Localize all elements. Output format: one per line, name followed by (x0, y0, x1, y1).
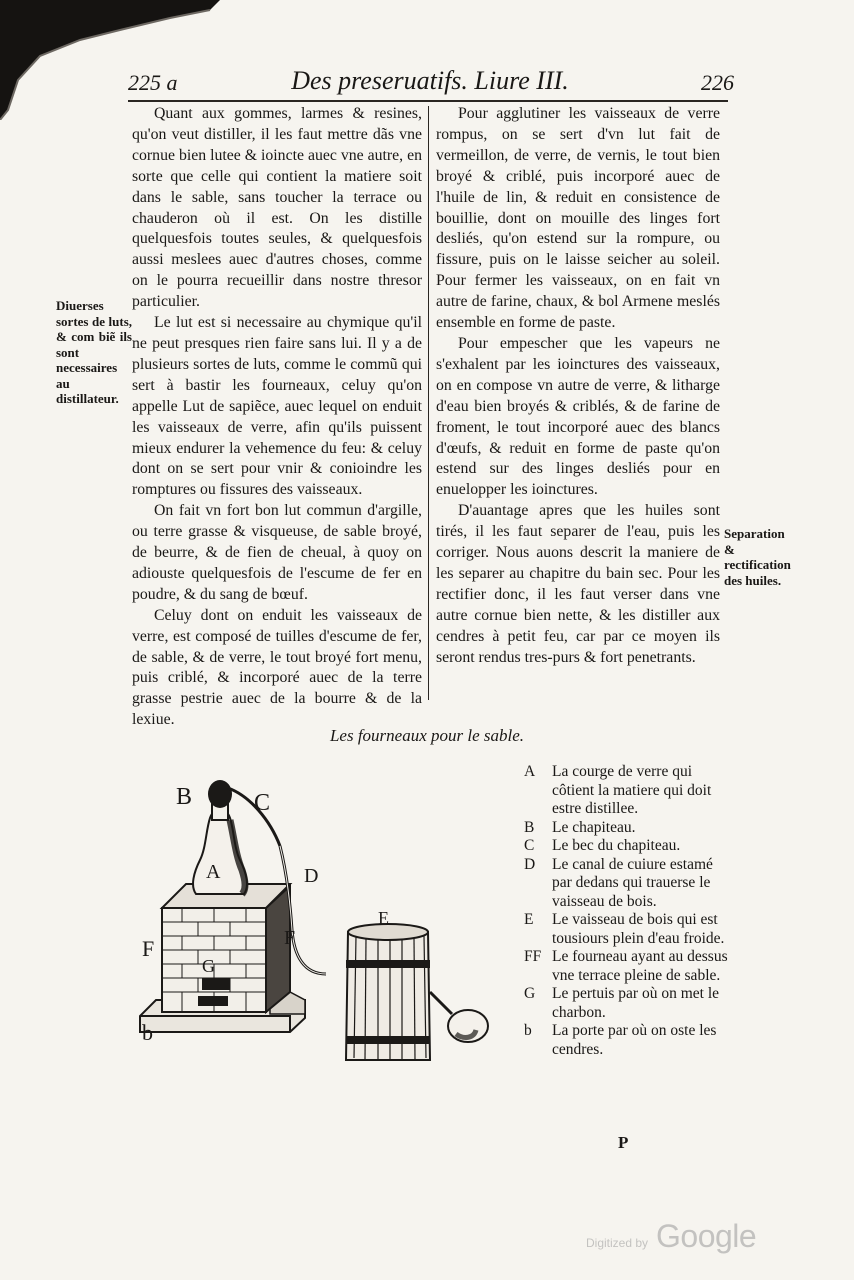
digitization-watermark (586, 1218, 786, 1258)
sand-furnace-illustration (130, 760, 520, 1080)
legend-item: B Le chapiteau. (524, 818, 636, 836)
left-text-column (132, 104, 422, 731)
running-title: Des preseruatifs. Liure III. (291, 66, 569, 95)
paragraph: D'auantage apres que les huiles sont tirés, il les faut separer de l'eau, puis les corriger. Nous auons descrit la maniere de les separer au chapitre du bain sec. Pour les rectifier donc, il les faut verser dans vne autre cornue bien nette, & les distiller aux cendres à petit feu, car par ce moyen ils seront rendus tres-purs & fort penetrants. (436, 502, 720, 666)
figure-legend (520, 763, 730, 1059)
right-text-column (436, 104, 720, 668)
label-F-left: F (142, 936, 155, 961)
legend-item: E Le vaisseau de bois qui est tousiours plein d'eau froide. (524, 911, 725, 947)
margin-note-left: Diuerses sortes de luts, & com biẽ ils sont necessaires au distillateur. (56, 298, 132, 406)
ash-door (198, 996, 228, 1006)
label-C: C (254, 790, 271, 816)
legend-item: A La courge de verre qui côtient la matiere qui doit estre distillee. (524, 763, 712, 817)
label-A: A (206, 861, 221, 883)
margin-note-right: Separation & rectification des huiles. (724, 526, 791, 588)
label-B: B (176, 784, 193, 810)
page-number-left: 225 a (128, 70, 178, 95)
watermark-digitized-text: Digitized by (586, 1236, 649, 1250)
legend-item: C Le bec du chapiteau. (524, 837, 681, 854)
label-F-right: F (284, 927, 296, 949)
figure-caption: Les fourneaux pour le sable. (329, 726, 525, 745)
signature-mark: P (618, 1133, 629, 1152)
paragraph: On fait vn fort bon lut commun d'argille, ou terre grasse & visqueuse, de sable broyé, de beurre, & de fien de cheual, à quoy on adiouste quelquesfois de l'escume de fer en poudre, & du sang de bœuf. (132, 502, 422, 603)
google-logo: Google (656, 1218, 757, 1254)
label-D: D (304, 865, 319, 887)
charcoal-opening (202, 978, 230, 990)
legend-item: FF Le fourneau ayant au dessus vne terrace pleine de sable. (524, 948, 728, 984)
paragraph: Quant aux gommes, larmes & resines, qu'on veut distiller, il les faut mettre dãs vne cornue bien lutee & ioincte auec vne autre, en sorte que celle qui contient la matiere soit dans le sable, sans toucher la terrace ou chauderon où il est. On les distille quelquesfois toutes seules, & quelquesfois aussi meslees auec d'autres choses, comme on le pourra recueillir dans nostre thresor particulier. (132, 105, 422, 311)
label-b: b (142, 1020, 153, 1045)
page-number-right: 226 (701, 70, 734, 95)
legend-item: G Le pertuis par où on met le charbon. (524, 985, 720, 1021)
column-divider (428, 106, 429, 700)
label-G: G (202, 956, 215, 976)
paragraph: Le lut est si necessaire au chymique qu'il ne peut presques rien faire sans lui. Il y a de plusieurs sortes de luts, comme le commũ qui sert à bastir les fourneaux, celuy qu'on appelle Lut de sapiẽce, auec lequel on enduit les vaisseaux de verre, afin qu'ils puissent mieux endurer la vehemence du feu: & celuy dont on se sert pour vnir & conioindre les romptures ou fissures des vaisseaux. (132, 314, 422, 499)
label-E: E (378, 908, 389, 928)
torn-corner (0, 0, 220, 120)
header-rule (128, 100, 728, 102)
paragraph: Celuy dont on enduit les vaisseaux de verre, est composé de tuilles d'escume de fer, de sable, & de verre, le tout broyé fort menu, puis criblé, & incorporé auec de la terre grasse pestrie auec de la bourre & de la lexiue. (132, 606, 422, 729)
running-header (120, 66, 740, 100)
legend-item: D Le canal de cuiure estamé par dedans qui trauerse le vaisseau de bois. (524, 855, 713, 910)
paragraph: Pour agglutiner les vaisseaux de verre rompus, on se sert d'vn lut fait de vermeillon, de verre, de vernis, le tout bien broyé & criblé, puis incorporé auec de l'huile de lin, & reduit en consistence de bouillie, dont on mouille des linges fort desliés, qu'on estend sur la rompure, ou fissure, puis on le laisse seicher au soleil. Pour fermer les vaisseaux, on en fait vn autre de farine, chaux, & bol Armene meslés ensemble en forme de paste. (436, 105, 720, 332)
paragraph: Pour empescher que les vapeurs ne s'exhalent par les ioinctures des vaisseaux, on en compose vn autre de verre, & litharge d'eau bien broyés & criblés, & de farine de froment, le tout incorporé auec des blancs d'œufs, & reduit en forme de paste qu'on estend sur des linges desliés pour en enuelopper les ioinctures. (436, 334, 720, 499)
legend-item: b La porte par où on oste les cendres. (524, 1022, 717, 1058)
